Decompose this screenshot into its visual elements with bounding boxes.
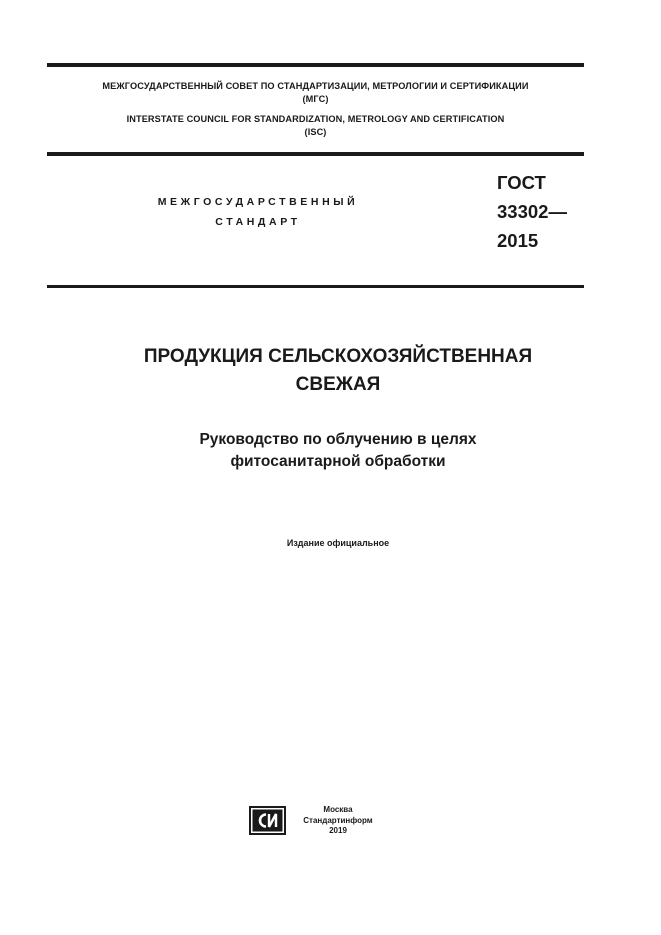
council-abbr-ru: (МГС) xyxy=(302,94,329,104)
council-name-ru-line: МЕЖГОСУДАРСТВЕННЫЙ СОВЕТ ПО СТАНДАРТИЗАЦИИ, МЕТРОЛОГИИ И СЕРТИФИКАЦИИ xyxy=(102,81,529,91)
bottom-rule xyxy=(47,285,584,288)
document-subtitle xyxy=(47,429,629,473)
document-subtitle-line2: фитосанитарной обработки xyxy=(230,453,446,470)
gost-designation xyxy=(497,168,567,255)
top-rule xyxy=(47,63,584,67)
council-name-en xyxy=(47,113,584,139)
council-abbr-en: (ISC) xyxy=(304,127,327,137)
document-title-line2: СВЕЖАЯ xyxy=(295,374,381,395)
document-title-line1: ПРОДУКЦИЯ СЕЛЬСКОХОЗЯЙСТВЕННАЯ xyxy=(143,346,533,367)
standard-kind-line2: СТАНДАРТ xyxy=(215,216,301,228)
council-name-en-line: INTERSTATE COUNCIL FOR STANDARDIZATION, METROLOGY AND CERTIFICATION xyxy=(126,114,505,124)
publisher-block xyxy=(290,805,386,837)
document-subtitle-line1: Руководство по облучению в целях xyxy=(199,431,477,448)
document-title xyxy=(47,343,629,399)
edition-label: Издание официальное xyxy=(286,538,390,548)
publisher-year: 2019 xyxy=(329,826,347,835)
standartinform-logo-icon xyxy=(249,806,286,835)
gost-year: 2015 xyxy=(497,230,539,251)
middle-rule xyxy=(47,152,584,156)
publisher-city: Москва xyxy=(323,805,353,814)
standard-kind-line1: МЕЖГОСУДАРСТВЕННЫЙ xyxy=(157,196,359,208)
gost-prefix: ГОСТ xyxy=(497,172,546,193)
publisher-name: Стандартинформ xyxy=(303,815,373,825)
gost-number: 33302— xyxy=(497,201,567,222)
council-name-ru xyxy=(47,80,584,106)
standard-kind xyxy=(100,192,416,232)
